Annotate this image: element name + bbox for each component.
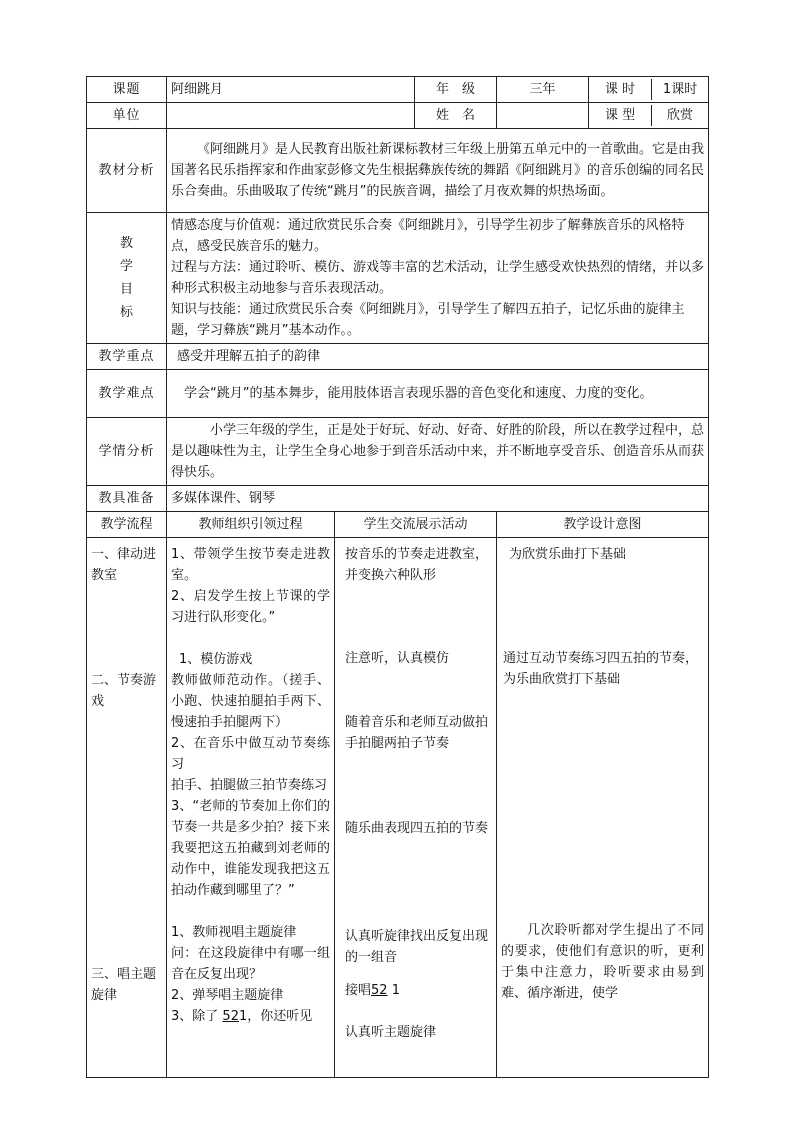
focus-label: 教学重点 [87, 344, 167, 370]
students-label: 学情分析 [87, 418, 167, 486]
goals-label [87, 213, 167, 344]
student-activity: 认真听旋律找出反复出现的一组音 [345, 929, 489, 965]
difficulty-text: 学会“跳月”的基本舞步，能用肢体语言表现乐器的音色变化和速度、力度的变化。 [167, 370, 709, 418]
teacher-step: 1、带领学生按节奏走进教室。 [171, 547, 330, 583]
type-cell [589, 103, 709, 129]
teacher-step: 2、启发学生按上节课的学习进行队形变化。” [171, 589, 330, 625]
process-header-intent: 教学设计意图 [497, 512, 709, 538]
difficulty-row [87, 370, 709, 418]
teacher-step: 2、弹琴唱主题旋律 [171, 988, 284, 1003]
tools-text: 多媒体课件、钢琴 [167, 486, 709, 512]
goals-label-char: 标 [119, 305, 133, 320]
teacher-column [167, 538, 335, 1078]
goals-label-char: 教 [119, 236, 133, 251]
type-value: 欣赏 [667, 108, 694, 123]
goals-row [87, 213, 709, 344]
analysis-text: 《阿细跳月》是人民教育出版社新课标教材三年级上册第五单元中的一首歌曲。它是由我国著名民乐指挥家和作曲家彭修文先生根据彝族传统的舞蹈《阿细跳月》的音乐创编的同名民乐合奏曲。乐曲吸取了传统“跳月”的民族音调，描绘了月夜欢舞的炽热场面。 [167, 129, 709, 213]
notation-number: 52 [371, 983, 388, 998]
notation-number: 52 [222, 1009, 239, 1024]
teacher-step: 教师做师范动作。（搓手、小跑、快速拍腿拍手两下、慢速拍手拍腿两下） [171, 673, 330, 730]
topic-value: 阿细跳月 [167, 77, 415, 103]
hours-cell [589, 77, 709, 103]
hours-value: 1课时 [662, 82, 698, 97]
student-activity: 按音乐的节奏走进教室，并变换六种队形 [345, 547, 489, 583]
design-intent: 通过互动节奏练习四五拍的节奏，为乐曲欣赏打下基础 [503, 651, 699, 687]
process-header-student: 学生交流展示活动 [335, 512, 497, 538]
step-3-title: 三、唱主题旋律 [91, 967, 157, 1003]
goal-item: 情感态度与价值观：通过欣赏民乐合奏《阿细跳月》，引导学生初步了解彝族音乐的风格特点，感受民族音乐的魅力。 [171, 218, 685, 254]
grade-label: 年 级 [415, 77, 497, 103]
student-activity-text: 接唱 [345, 983, 372, 998]
topic-label: 课题 [87, 77, 167, 103]
student-activity: 随着音乐和老师互动做拍手拍腿两拍子节奏 [345, 715, 489, 751]
student-column [335, 538, 497, 1078]
teacher-step: 2、在音乐中做互动节奏练习 [171, 736, 330, 772]
tools-row [87, 486, 709, 512]
header-row-2 [87, 103, 709, 129]
teacher-step-text: 3、除了 [171, 1009, 219, 1024]
difficulty-label: 教学难点 [87, 370, 167, 418]
process-header-teacher: 教师组织引领过程 [167, 512, 335, 538]
design-intent: 几次聆听都对学生提出了不同的要求，使他们有意识的听，更利于集中注意力，聆听要求由易到难、循序渐进，使学 [501, 923, 705, 1001]
goals-text [167, 213, 709, 344]
teacher-step: 问：在这段旋律中有哪一组音在反复出现？ [171, 946, 330, 982]
students-text: 小学三年级的学生，正是处于好玩、好动、好奇、好胜的阶段，所以在教学过程中，总是以趣味性为主，让学生全身心地参于到音乐活动中来，并不断地享受音乐、创造音乐从而获得快乐。 [167, 418, 709, 486]
teacher-step [171, 1006, 330, 1027]
header-row-1 [87, 77, 709, 103]
focus-text: 感受并理解五拍子的韵律 [167, 344, 709, 370]
step-1-title: 一、律动进教室 [91, 547, 157, 583]
analysis-row [87, 129, 709, 213]
unit-value [167, 103, 415, 129]
process-body-row [87, 538, 709, 1078]
grade-value: 三年 [497, 77, 589, 103]
step-2-title: 二、节奏游戏 [91, 673, 157, 709]
goals-label-char: 学 [119, 259, 133, 274]
teacher-step: 拍手、拍腿做三拍节奏练习 [171, 778, 328, 793]
goals-label-char: 目 [119, 282, 133, 297]
process-header-flow: 教学流程 [87, 512, 167, 538]
tools-label: 教具准备 [87, 486, 167, 512]
teacher-step-text: 1，你还听见 [238, 1009, 313, 1024]
design-intent: 为欣赏乐曲打下基础 [509, 547, 627, 562]
analysis-label: 教材分析 [87, 129, 167, 213]
hours-label: 课 时 [589, 79, 652, 100]
goal-item: 过程与方法：通过聆听、模仿、游戏等丰富的艺术活动，让学生感受欢快热烈的情绪，并以多种形式积极主动地参与音乐表现活动。 [171, 260, 705, 296]
teacher-step: 1、教师视唱主题旋律 [171, 925, 297, 940]
flow-column [87, 538, 167, 1078]
teacher-step: 1、模仿游戏 [179, 652, 253, 667]
students-row [87, 418, 709, 486]
student-activity [345, 980, 492, 1022]
focus-row [87, 344, 709, 370]
name-label: 姓 名 [415, 103, 497, 129]
process-header-row [87, 512, 709, 538]
type-label: 课 型 [589, 105, 652, 126]
student-activity-text: 1 [387, 983, 400, 998]
unit-label: 单位 [87, 103, 167, 129]
goal-item: 知识与技能：通过欣赏民乐合奏《阿细跳月》，引导学生了解四五拍子，记忆乐曲的旋律主题，学习彝族“跳月”基本动作。。 [171, 302, 685, 338]
student-activity: 认真听主题旋律 [345, 1025, 437, 1040]
intent-column [497, 538, 709, 1078]
student-activity: 随乐曲表现四五拍的节奏 [345, 821, 489, 836]
lesson-plan-table [86, 76, 709, 1078]
student-activity: 注意听，认真模仿 [345, 651, 450, 666]
name-value [497, 103, 589, 129]
teacher-step: 3、“老师的节奏加上你们的节奏一共是多少拍？接下来我要把这五拍藏到刘老师的动作中，谁能发现我把这五拍动作藏到哪里了？” [171, 799, 330, 898]
